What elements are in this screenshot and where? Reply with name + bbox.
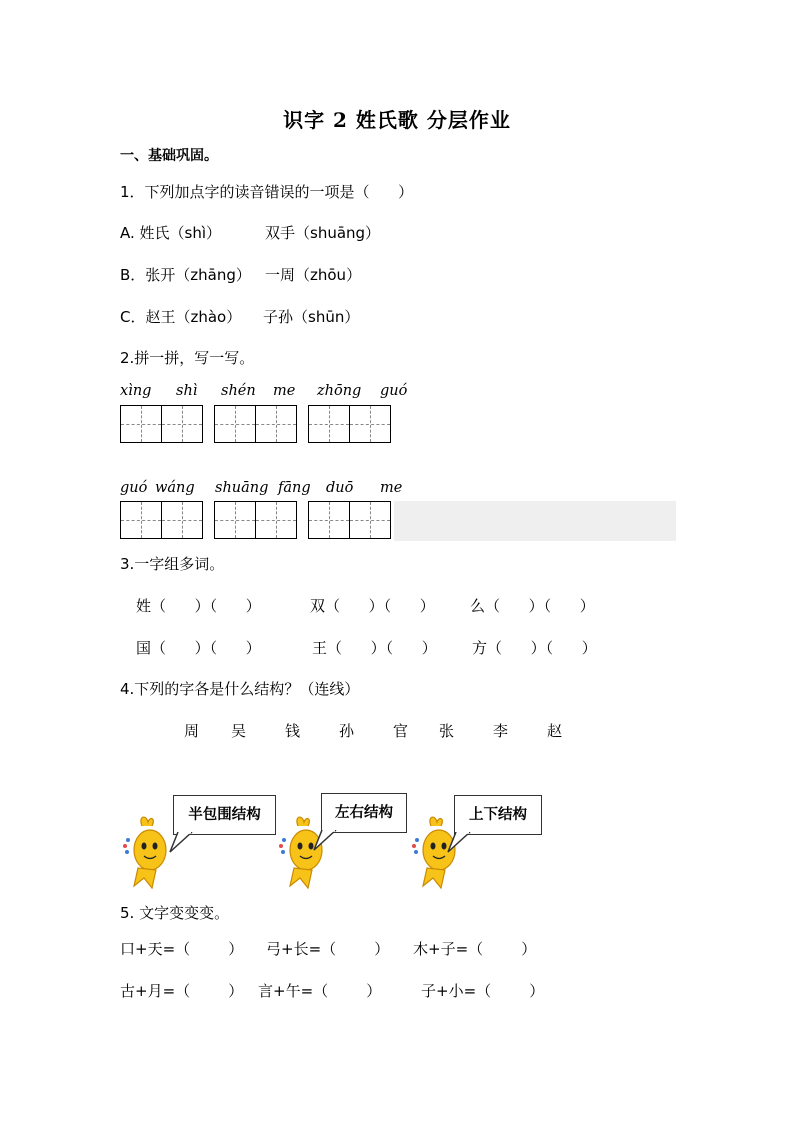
- q1-option-a: A. 姓氏（shì）: [120, 224, 222, 242]
- q1-option-a-second: 双手（shuāng）: [265, 224, 381, 242]
- section-heading: 一、基础巩固。: [120, 148, 218, 164]
- q5-item: 古+月=（ ）: [120, 982, 244, 1000]
- q4-prompt: 4.下列的字各是什么结构？（连线）: [120, 680, 360, 698]
- q2-prompt: 2.拼一拼，写一写。: [120, 349, 255, 367]
- writing-cell[interactable]: [308, 501, 350, 539]
- page-title: 识字 2 姓氏歌 分层作业: [283, 108, 511, 132]
- writing-grid[interactable]: [308, 501, 391, 539]
- q5-item: 子+小=（ ）: [421, 982, 545, 1000]
- q5-item: 木+子=（ ）: [413, 940, 537, 958]
- pinyin: guó: [380, 383, 408, 399]
- q1-prompt: 1．下列加点字的读音错误的一项是（ ）: [120, 183, 414, 201]
- q4-char[interactable]: 孙: [339, 722, 355, 740]
- q5-prompt: 5. 文字变变变。: [120, 904, 230, 922]
- writing-cell[interactable]: [120, 405, 162, 443]
- writing-grid[interactable]: [214, 501, 297, 539]
- writing-cell[interactable]: [214, 405, 256, 443]
- pinyin: shuāng: [215, 480, 269, 496]
- q3-item: 姓（ ）（ ）: [136, 597, 261, 615]
- writing-cell[interactable]: [120, 501, 162, 539]
- q1-option-c-second: 子孙（shūn）: [263, 308, 360, 326]
- pinyin: guó: [120, 480, 148, 496]
- pinyin: zhōng: [317, 383, 362, 399]
- q1-option-b: B．张开（zhāng）: [120, 266, 251, 284]
- writing-cell[interactable]: [349, 501, 391, 539]
- q4-char[interactable]: 吴: [231, 722, 247, 740]
- pinyin: shén: [221, 383, 256, 399]
- writing-cell[interactable]: [161, 405, 203, 443]
- writing-grid[interactable]: [120, 501, 203, 539]
- q3-item: 王（ ）（ ）: [312, 639, 437, 657]
- writing-cell[interactable]: [255, 405, 297, 443]
- writing-cell[interactable]: [214, 501, 256, 539]
- q3-item: 双（ ）（ ）: [310, 597, 435, 615]
- pinyin: xìng: [120, 383, 152, 399]
- speech-bubble[interactable]: 左右结构: [321, 793, 407, 833]
- q4-char[interactable]: 钱: [285, 722, 301, 740]
- pinyin: wáng: [155, 480, 195, 496]
- q4-char[interactable]: 李: [493, 722, 509, 740]
- pinyin: duō: [326, 480, 354, 496]
- bubble-tail: [168, 832, 198, 854]
- writing-cell[interactable]: [308, 405, 350, 443]
- q3-item: 国（ ）（ ）: [136, 639, 261, 657]
- writing-grid[interactable]: [214, 405, 297, 443]
- q1-option-b-second: 一周（zhōu）: [265, 266, 362, 284]
- q1-option-c: C．赵王（zhào）: [120, 308, 242, 326]
- speech-bubble[interactable]: 半包围结构: [173, 795, 276, 835]
- writing-cell[interactable]: [161, 501, 203, 539]
- q4-char[interactable]: 张: [439, 722, 455, 740]
- q4-char[interactable]: 周: [184, 722, 200, 740]
- pinyin: me: [380, 480, 403, 496]
- q3-item: 方（ ）（ ）: [472, 639, 597, 657]
- speech-bubble[interactable]: 上下结构: [454, 795, 542, 835]
- writing-cell[interactable]: [255, 501, 297, 539]
- q3-item: 么（ ）（ ）: [470, 597, 595, 615]
- shaded-band: [394, 501, 676, 541]
- writing-cell[interactable]: [349, 405, 391, 443]
- q5-item: 口+天=（ ）: [120, 940, 244, 958]
- pinyin: fāng: [278, 480, 311, 496]
- q4-char[interactable]: 赵: [547, 722, 563, 740]
- q5-item: 弓+长=（ ）: [266, 940, 390, 958]
- bubble-tail: [312, 830, 342, 852]
- writing-grid[interactable]: [120, 405, 203, 443]
- pinyin: me: [273, 383, 296, 399]
- pinyin: shì: [176, 383, 198, 399]
- q5-item: 言+午=（ ）: [258, 982, 382, 1000]
- q3-prompt: 3.一字组多词。: [120, 555, 225, 573]
- bubble-tail: [446, 832, 476, 854]
- writing-grid[interactable]: [308, 405, 391, 443]
- q4-char[interactable]: 官: [393, 722, 409, 740]
